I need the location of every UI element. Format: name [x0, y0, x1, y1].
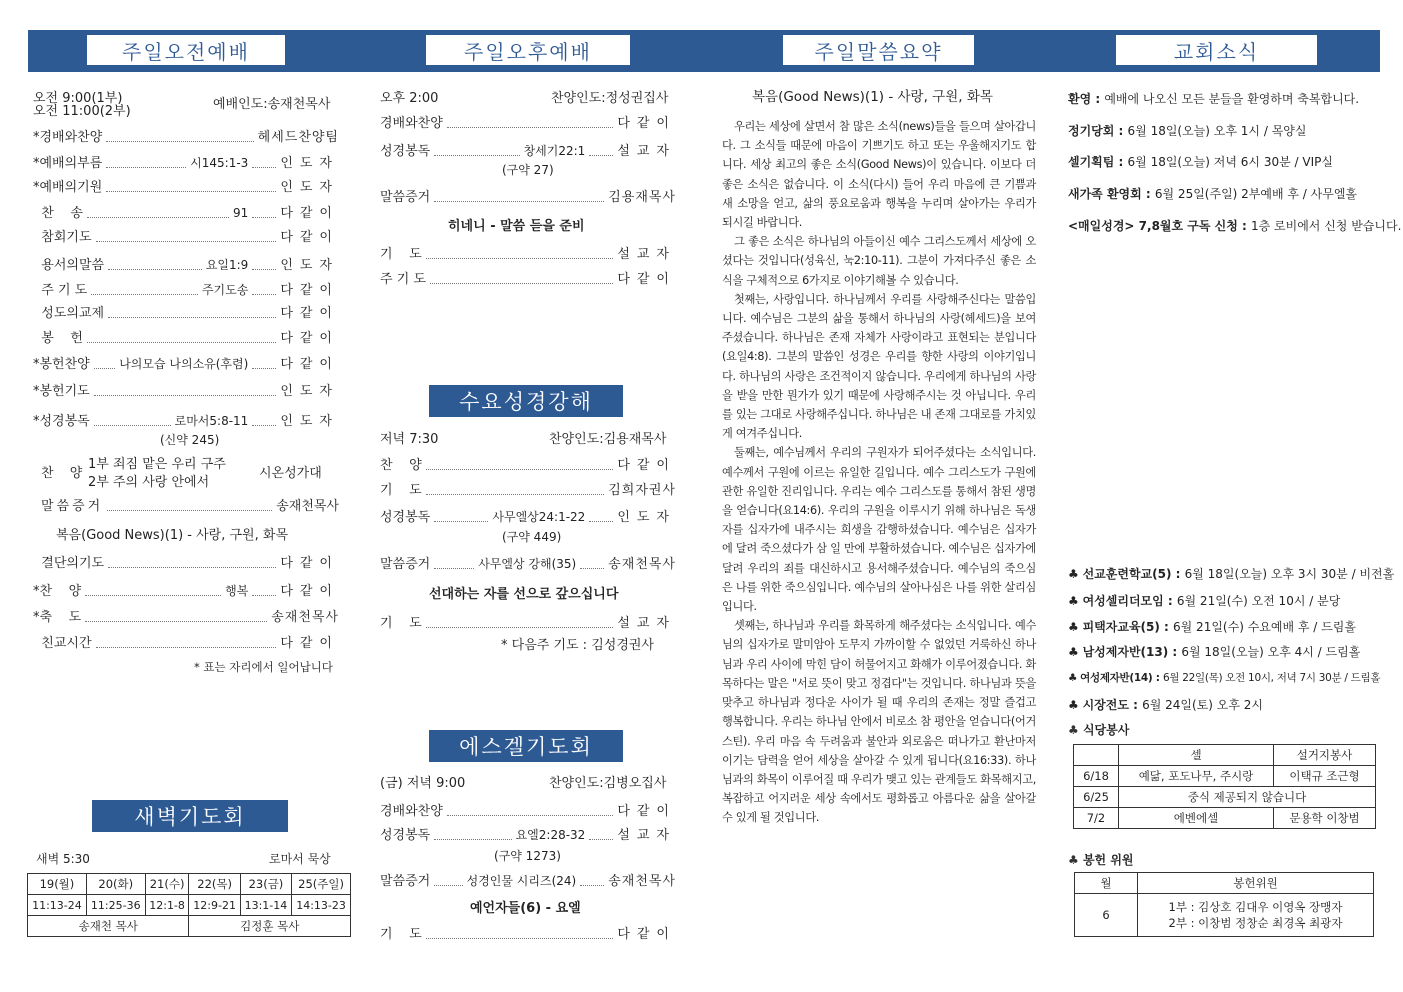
meal-cell: 예닮, 포도나무, 주시랑: [1119, 766, 1274, 787]
dawn-pastor-1: 송재천 목사: [28, 916, 189, 937]
row-leader-dots: [589, 145, 613, 156]
morning-time-1: 오전 9:00(1부): [33, 91, 123, 106]
row-leader-dots: [108, 307, 276, 318]
row-leader-dots: [426, 928, 614, 939]
row-leader-dots: [94, 385, 277, 396]
wednesday-leader: 찬양인도:김용재목사: [549, 432, 667, 447]
ezekiel-leader: 찬양인도:김병오집사: [549, 776, 667, 791]
choir-name: 시온성가대: [259, 466, 322, 481]
offering-line-1: 1부 : 김상호 김대우 이영옥 장맹자: [1168, 900, 1343, 914]
row-right: 다같이: [280, 230, 339, 245]
row-leader-dots: [96, 231, 277, 242]
dawn-passage: 11:25-36: [86, 895, 145, 916]
row-right: 다같이: [617, 804, 676, 819]
schedule-label: 피택자교육(5) :: [1082, 620, 1174, 634]
schedule-label: 남성제자반(13) :: [1082, 645, 1182, 659]
row-label: *예배의부름: [33, 156, 103, 171]
meal-header-blank: [1074, 745, 1119, 766]
row-mid: 91: [233, 206, 249, 220]
row-label: 말씀증거: [380, 874, 431, 889]
row-label: 찬 양: [380, 458, 422, 473]
club-icon: ♣: [1068, 672, 1081, 684]
dawn-day: 23(금): [240, 874, 291, 895]
news-item: [1068, 186, 1357, 202]
afternoon-leader: 찬양인도:정성권집사: [551, 91, 669, 106]
club-icon: ♣: [1068, 723, 1079, 737]
dawn-day: 19(월): [28, 874, 87, 895]
order-row: [33, 282, 339, 299]
row-label: 경배와찬양: [380, 804, 443, 819]
row-label: *예배의기원: [33, 180, 103, 195]
row-right: 인도자: [280, 384, 339, 399]
row-label: 말씀증거: [380, 557, 431, 572]
meal-title-text: 식당봉사: [1082, 723, 1130, 737]
offering-committee-title: [1068, 852, 1134, 868]
meal-header-cell: 셀: [1119, 745, 1274, 766]
club-icon: ♣: [1068, 698, 1083, 712]
news-item: [1068, 154, 1333, 170]
dawn-book: 로마서 묵상: [269, 852, 331, 866]
row-label: 성경봉독: [380, 144, 431, 159]
row-mid: 사무엘상 강해(35): [478, 557, 577, 571]
club-icon: ♣: [1068, 645, 1083, 659]
row-leader-dots: [252, 585, 276, 596]
row-right: 다같이: [617, 116, 676, 131]
row-leader-dots: [426, 617, 614, 628]
row-label: 주 기 도: [380, 272, 426, 287]
order-row: [33, 556, 339, 572]
row-leader-dots: [252, 415, 276, 426]
dawn-passage: 12:9-21: [189, 895, 240, 916]
meal-dish: 이택규 조근형: [1274, 766, 1376, 787]
row-leader-dots: [106, 181, 276, 192]
row-label: 참회기도: [33, 230, 92, 245]
order-row: [380, 616, 676, 632]
row-right: 다같이: [280, 556, 339, 571]
row-leader-dots: [96, 637, 277, 648]
order-row: [380, 190, 676, 206]
afternoon-reading-note: (구약 27): [502, 163, 554, 177]
schedule-text: 6월 21일(수) 수요예배 후 / 드림홀: [1173, 620, 1356, 634]
row-leader-dots: [434, 511, 488, 522]
row-label: 말씀증거: [380, 190, 431, 205]
row-right: 김용재목사: [608, 190, 676, 205]
row-mid: 성경인물 시리즈(24): [466, 874, 577, 888]
row-right: 다같이: [280, 584, 339, 599]
afternoon-sub-title: 히네니 - 말씀 듣을 준비: [448, 219, 585, 234]
afternoon-worship-header: 주일오후예배: [425, 34, 631, 66]
order-row: [33, 583, 339, 600]
ezekiel-sub-title: 예언자들(6) - 요엘: [470, 901, 581, 916]
row-mid: 로마서5:8-11: [174, 414, 249, 428]
row-label: 말씀증거: [41, 499, 104, 514]
offering-title-text: 봉헌 위원: [1082, 853, 1134, 867]
row-label: 결단의기도: [33, 556, 105, 571]
schedule-text: 6월 18일(오늘) 오후 3시 30분 / 비전홀: [1184, 567, 1395, 581]
morning-sermon-title: 복음(Good News)(1) - 사랑, 구원, 화목: [56, 528, 289, 543]
row-right: 설교자: [617, 616, 676, 631]
row-right: 다같이: [280, 331, 339, 346]
wednesday-sub-title: 선대하는 자를 선으로 갚으십니다: [429, 587, 619, 602]
row-label: *찬 양: [33, 584, 82, 599]
row-leader-dots: [106, 157, 186, 168]
meal-dish: 문용학 이창범: [1274, 808, 1376, 829]
summary-paragraph: 셋째는, 하나님과 우리를 화목하게 해주셨다는 소식입니다. 예수님의 십자가로 말미암아 도무지 가까이할 수 없었던 거룩하신 하나님과 우리 사이에 막힌 담이 허물어지고 화해가 이루어졌습니다. 화목하다는 말은 "서로 뜻이 맞고 정겹다"는 것입니다. 하나님과 뜻을 맞추고 하나님과 정다운 사이가 될 때 우리의 존재는 정말 즐겁고 행복합니다. 우리는 하나님 안에서 비로소 참 평안을 얻습니다(어거스틴). 우리 마음 속 두려움과 불안과 외로움은 떠나가고 환난마저 이기는 담력을 얻어 세상을 살아갈 수 있게 됩니다(요16:33). 하나님과의 화목이 이루어질 때 우리가 맺고 있는 관계들도 화목해지고, 복잡하고 어지러운 세상 속에서도 평화롭고 아름다운 삶을 살아갈 수 있게 될 것입니다.: [722, 619, 1036, 825]
order-row: [33, 155, 339, 172]
schedule-item: [1068, 566, 1394, 582]
row-mid: 나의모습 나의소유(후렴): [119, 357, 249, 371]
row-right: 다같이: [280, 283, 339, 298]
row-leader-dots: [434, 191, 604, 202]
wednesday-reading-note: (구약 449): [502, 530, 562, 544]
offering-header-month: 월: [1075, 873, 1138, 894]
order-row: [380, 458, 676, 474]
offering-header-members: 봉헌위원: [1138, 873, 1374, 894]
news-item-text: 6월 18일(오늘) 저녁 6시 30분 / VIP실: [1127, 155, 1333, 169]
row-leader-dots: [589, 511, 613, 522]
row-label: 성경봉독: [380, 510, 431, 525]
row-leader-dots: [87, 207, 229, 218]
summary-paragraph: 그 좋은 소식은 하나님의 아들이신 예수 그리스도께서 세상에 오셨다는 것입니다(성육신, 눅2:10-11). 그분이 가져다주신 좋은 소식을 구체적으로 6가지로 이야기해볼 수 있습니다.: [722, 235, 1036, 287]
row-right: 다같이: [280, 357, 339, 372]
row-right: 송재천목사: [271, 610, 339, 625]
row-mid: 주기도송: [201, 283, 249, 297]
meal-date: 6/18: [1074, 766, 1119, 787]
wednesday-header: 수요성경강해: [429, 385, 623, 417]
schedule-label: 선교훈련학교(5) :: [1082, 567, 1185, 581]
news-item: [1068, 91, 1359, 107]
row-leader-dots: [580, 875, 604, 886]
row-label: 용서의말씀: [33, 258, 105, 273]
order-row: [380, 483, 676, 499]
dawn-day: 20(화): [86, 874, 145, 895]
schedule-item: [1068, 670, 1380, 686]
club-icon: ♣: [1068, 594, 1083, 608]
schedule-label: 여성제자반(14) :: [1080, 672, 1163, 684]
row-leader-dots: [426, 248, 614, 259]
news-item-label: 정기당회 :: [1068, 124, 1128, 138]
schedule-text: 6월 18일(오늘) 오후 4시 / 드림홀: [1181, 645, 1361, 659]
sermon-summary-header: 주일말씀요약: [782, 34, 975, 66]
row-right: 다같이: [280, 206, 339, 221]
schedule-item: [1068, 697, 1263, 713]
schedule-item: [1068, 593, 1340, 609]
row-label: 찬 송: [33, 206, 83, 221]
news-item-label: <매일성경> 7,8월호 구독 신청 :: [1068, 219, 1251, 233]
row-leader-dots: [85, 585, 221, 596]
row-leader-dots: [434, 875, 462, 886]
row-label: *봉헌기도: [33, 384, 90, 399]
row-leader-dots: [107, 500, 272, 511]
schedule-item: [1068, 644, 1360, 660]
row-leader-dots: [252, 157, 276, 168]
row-label: *축 도: [33, 610, 82, 625]
schedule-item: [1068, 619, 1356, 635]
club-icon: ♣: [1068, 567, 1083, 581]
order-row: [33, 257, 339, 274]
meal-cell: 중식 제공되지 않습니다: [1119, 787, 1376, 808]
summary-paragraph: 첫째는, 사랑입니다. 하나님께서 우리를 사랑해주신다는 말씀입니다. 예수님은 그분의 삶을 통해서 하나님의 사랑(헤세드)을 보여주셨습니다. 하나님은 존재 자체가 사랑이라고 표현되는 분입니다(요일4:8). 그분의 말씀인 성경은 우리를 향한 사랑의 이야기입니다. 하나님의 사랑은 조건적이지 않습니다. 우리에게 하나님의 사랑을 받을 만한 뭔가가 있기 때문에 사랑해주시는 것 아닙니다. 우리를 있는 그대로 사랑해주십니다. 하나님은 내 존재 그대로를 가치있게 여겨주십니다.: [722, 292, 1036, 441]
schedule-label: 시장전도 :: [1082, 698, 1143, 712]
offering-month: 6: [1075, 894, 1138, 937]
row-label: 경배와찬양: [380, 116, 443, 131]
order-row: [380, 272, 676, 288]
order-row: [33, 130, 339, 146]
row-label: 성도의교제: [33, 306, 105, 321]
order-row: [33, 230, 339, 246]
order-row: [33, 331, 339, 347]
row-label: 봉 헌: [33, 331, 83, 346]
row-leader-dots: [91, 284, 198, 295]
row-right: 다같이: [280, 306, 339, 321]
row-leader-dots: [252, 284, 276, 295]
row-right: 인도자: [280, 258, 339, 273]
dawn-pastor-2: 김정훈 목사: [189, 916, 351, 937]
row-mid: 시145:1-3: [190, 156, 249, 170]
meal-date: 6/25: [1074, 787, 1119, 808]
news-item: [1068, 123, 1306, 139]
dawn-passage: 12:1-8: [145, 895, 189, 916]
row-right: 인도자: [280, 180, 339, 195]
row-leader-dots: [252, 358, 276, 369]
row-leader-dots: [447, 805, 614, 816]
choir-label: 찬 양: [41, 466, 89, 481]
summary-paragraph: 우리는 세상에 살면서 참 많은 소식(news)들을 들으며 살아갑니다. 그 소식들 때문에 마음이 기쁘기도 하고 또는 우울해지기도 합니다. 세상 최고의 좋은 소식(Good News)이 있습니다. 이보다 더 좋은 소식은 없습니다. 이 소식(다시) 들어 우리 마음에 큰 기쁨과 새 소망을 얻고, 삶의 풍요로움과 행복을 누리며 살아가는 우리가 되시길 바랍니다.: [722, 120, 1036, 230]
row-leader-dots: [108, 557, 276, 568]
row-right: 다같이: [617, 927, 676, 942]
row-label: 기 도: [380, 927, 422, 942]
schedule-label: 여성셀리더모임 :: [1082, 594, 1177, 608]
order-row: [380, 927, 676, 943]
order-row: [33, 636, 339, 652]
row-right: 설교자: [617, 247, 676, 262]
row-leader-dots: [252, 259, 276, 270]
offering-table: [1074, 872, 1374, 937]
row-leader-dots: [434, 145, 519, 156]
ezekiel-time: (금) 저녁 9:00: [380, 776, 466, 791]
club-icon: ♣: [1068, 853, 1079, 867]
row-right: 설교자: [617, 828, 676, 843]
row-right: 헤세드찬양팀: [257, 130, 339, 145]
ezekiel-reading-note: (구약 1273): [494, 849, 561, 863]
afternoon-time: 오후 2:00: [380, 91, 439, 106]
row-leader-dots: [426, 459, 614, 470]
row-leader-dots: [430, 273, 613, 284]
morning-reading-note: (신약 245): [160, 433, 220, 447]
row-leader-dots: [580, 558, 604, 569]
row-leader-dots: [94, 415, 171, 426]
order-row: [33, 610, 339, 626]
row-label: 주 기 도: [33, 283, 88, 298]
meal-service-title: [1068, 722, 1129, 738]
dawn-passage: 14:13-23: [292, 895, 351, 916]
morning-worship-header: 주일오전예배: [86, 34, 286, 66]
row-leader-dots: [447, 117, 614, 128]
dawn-passage: 11:13-24: [28, 895, 87, 916]
row-label: 기 도: [380, 483, 422, 498]
order-row: [380, 804, 676, 820]
morning-leader: 예배인도:송재천목사: [213, 97, 331, 112]
news-item-label: 환영 :: [1068, 92, 1105, 106]
row-right: 인도자: [280, 156, 339, 171]
news-item-text: 예배에 나오신 모든 분들을 환영하며 축복합니다.: [1104, 92, 1360, 106]
dawn-prayer-header: 새벽기도회: [92, 800, 288, 832]
ezekiel-header: 에스겔기도회: [429, 730, 623, 762]
meal-cell: 에벤에셀: [1119, 808, 1274, 829]
schedule-text: 6월 22일(목) 오전 10시, 저녁 7시 30분 / 드림홀: [1163, 672, 1381, 684]
row-mid: 행복: [225, 584, 249, 598]
row-label: 기 도: [380, 616, 422, 631]
order-row: [33, 180, 339, 196]
schedule-text: 6월 24일(토) 오후 2시: [1142, 698, 1264, 712]
row-right: 송재천목사: [608, 557, 676, 572]
row-right: 김희자권사: [608, 483, 676, 498]
club-icon: ♣: [1068, 620, 1083, 634]
row-leader-dots: [252, 207, 276, 218]
row-label: 기 도: [380, 247, 422, 262]
order-row: [380, 509, 676, 526]
row-mid: 창세기22:1: [523, 144, 586, 158]
dawn-day: 21(수): [145, 874, 189, 895]
summary-body: [722, 117, 1036, 828]
dawn-time: 새벽 5:30: [36, 852, 90, 866]
order-row: [380, 116, 676, 132]
row-leader-dots: [94, 358, 115, 369]
morning-footnote: * 표는 자리에서 일어납니다: [194, 660, 333, 674]
row-mid: 요일1:9: [205, 258, 249, 272]
news-item: [1068, 218, 1401, 234]
order-row: [380, 827, 676, 844]
row-label: *경배와찬양: [33, 130, 103, 145]
order-row: [33, 306, 339, 322]
dawn-day: 22(목): [189, 874, 240, 895]
wednesday-next-prayer: * 다음주 기도 : 김성경권사: [501, 638, 654, 653]
row-mid: 요엘2:28-32: [515, 828, 586, 842]
row-right: 설교자: [617, 144, 676, 159]
order-row: [33, 413, 339, 430]
order-row: [33, 384, 339, 400]
morning-time-2: 오전 11:00(2부): [33, 104, 131, 119]
row-label: *봉헌찬양: [33, 357, 90, 372]
row-label: 친교시간: [33, 636, 92, 651]
offering-line-2: 2부 : 이창범 정창순 최경옥 최광자: [1168, 916, 1343, 930]
row-label: *성경봉독: [33, 414, 90, 429]
order-row: [33, 356, 339, 373]
row-mid: 사무엘상24:1-22: [492, 510, 586, 524]
dawn-passage: 13:1-14: [240, 895, 291, 916]
order-row: [380, 556, 676, 573]
meal-date: 7/2: [1074, 808, 1119, 829]
meal-service-table: [1073, 744, 1376, 829]
wednesday-time: 저녁 7:30: [380, 432, 439, 447]
row-leader-dots: [106, 131, 253, 142]
news-item-label: 셀기획팀 :: [1068, 155, 1128, 169]
row-label: 성경봉독: [380, 828, 431, 843]
meal-header-dish: 설거지봉사: [1274, 745, 1376, 766]
row-leader-dots: [108, 259, 202, 270]
order-row: [380, 143, 676, 160]
row-leader-dots: [426, 484, 605, 495]
order-row: [380, 873, 676, 890]
news-item-label: 새가족 환영회 :: [1068, 187, 1155, 201]
row-leader-dots: [85, 611, 267, 622]
row-leader-dots: [434, 829, 511, 840]
choir-song-2: 2부 주의 사랑 안에서: [88, 475, 210, 490]
morning-sermon-row: [41, 499, 339, 515]
choir-song-1: 1부 죄짐 맡은 우리 구주: [88, 457, 226, 472]
row-right: 송재천목사: [608, 874, 676, 889]
row-right: 다같이: [617, 272, 676, 287]
row-right: 인도자: [280, 414, 339, 429]
news-item-text: 6월 18일(오늘) 오후 1시 / 목양실: [1127, 124, 1307, 138]
dawn-schedule-table: [27, 873, 351, 937]
row-right: 송재천목사: [276, 499, 339, 514]
news-item-text: 6월 25일(주일) 2부예배 후 / 사무엘홀: [1154, 187, 1358, 201]
order-row: [33, 205, 339, 222]
row-leader-dots: [87, 332, 276, 343]
dawn-day: 25(주일): [292, 874, 351, 895]
news-item-text: 1층 로비에서 신청 받습니다.: [1250, 219, 1402, 233]
summary-title: 복음(Good News)(1) - 사랑, 구원, 화목: [752, 89, 993, 105]
schedule-text: 6월 21일(수) 오전 10시 / 분당: [1176, 594, 1341, 608]
row-leader-dots: [589, 829, 613, 840]
row-leader-dots: [434, 558, 474, 569]
order-row: [380, 247, 676, 263]
summary-paragraph: 둘째는, 예수님께서 우리의 구원자가 되어주셨다는 소식입니다. 예수께서 구원에 이르는 유일한 길입니다. 예수 그리스도가 구원에 관한 유일한 진리입니다. 우리는 예수 그리스도를 통해서 참된 생명을 얻습니다(요14:6). 우리의 구원을 이루시기 위해 하나님은 독생자를 십자가에 내주시는 희생을 감행하셨습니다. 예수님은 십자가에 달려 죽으셨다가 삼 일 만에 부활하셨습니다. 예수님은 십자가에 달려 우리의 죄를 대신하시고 용서해주셨습니다. 예수님의 죽으심은 나를 위한 죽으심입니다. 예수님의 살아나심은 나를 위한 살리심입니다.: [722, 446, 1036, 614]
church-news-header: 교회소식: [1115, 34, 1318, 66]
row-right: 다같이: [617, 458, 676, 473]
row-right: 인도자: [617, 510, 676, 525]
row-right: 다같이: [280, 636, 339, 651]
